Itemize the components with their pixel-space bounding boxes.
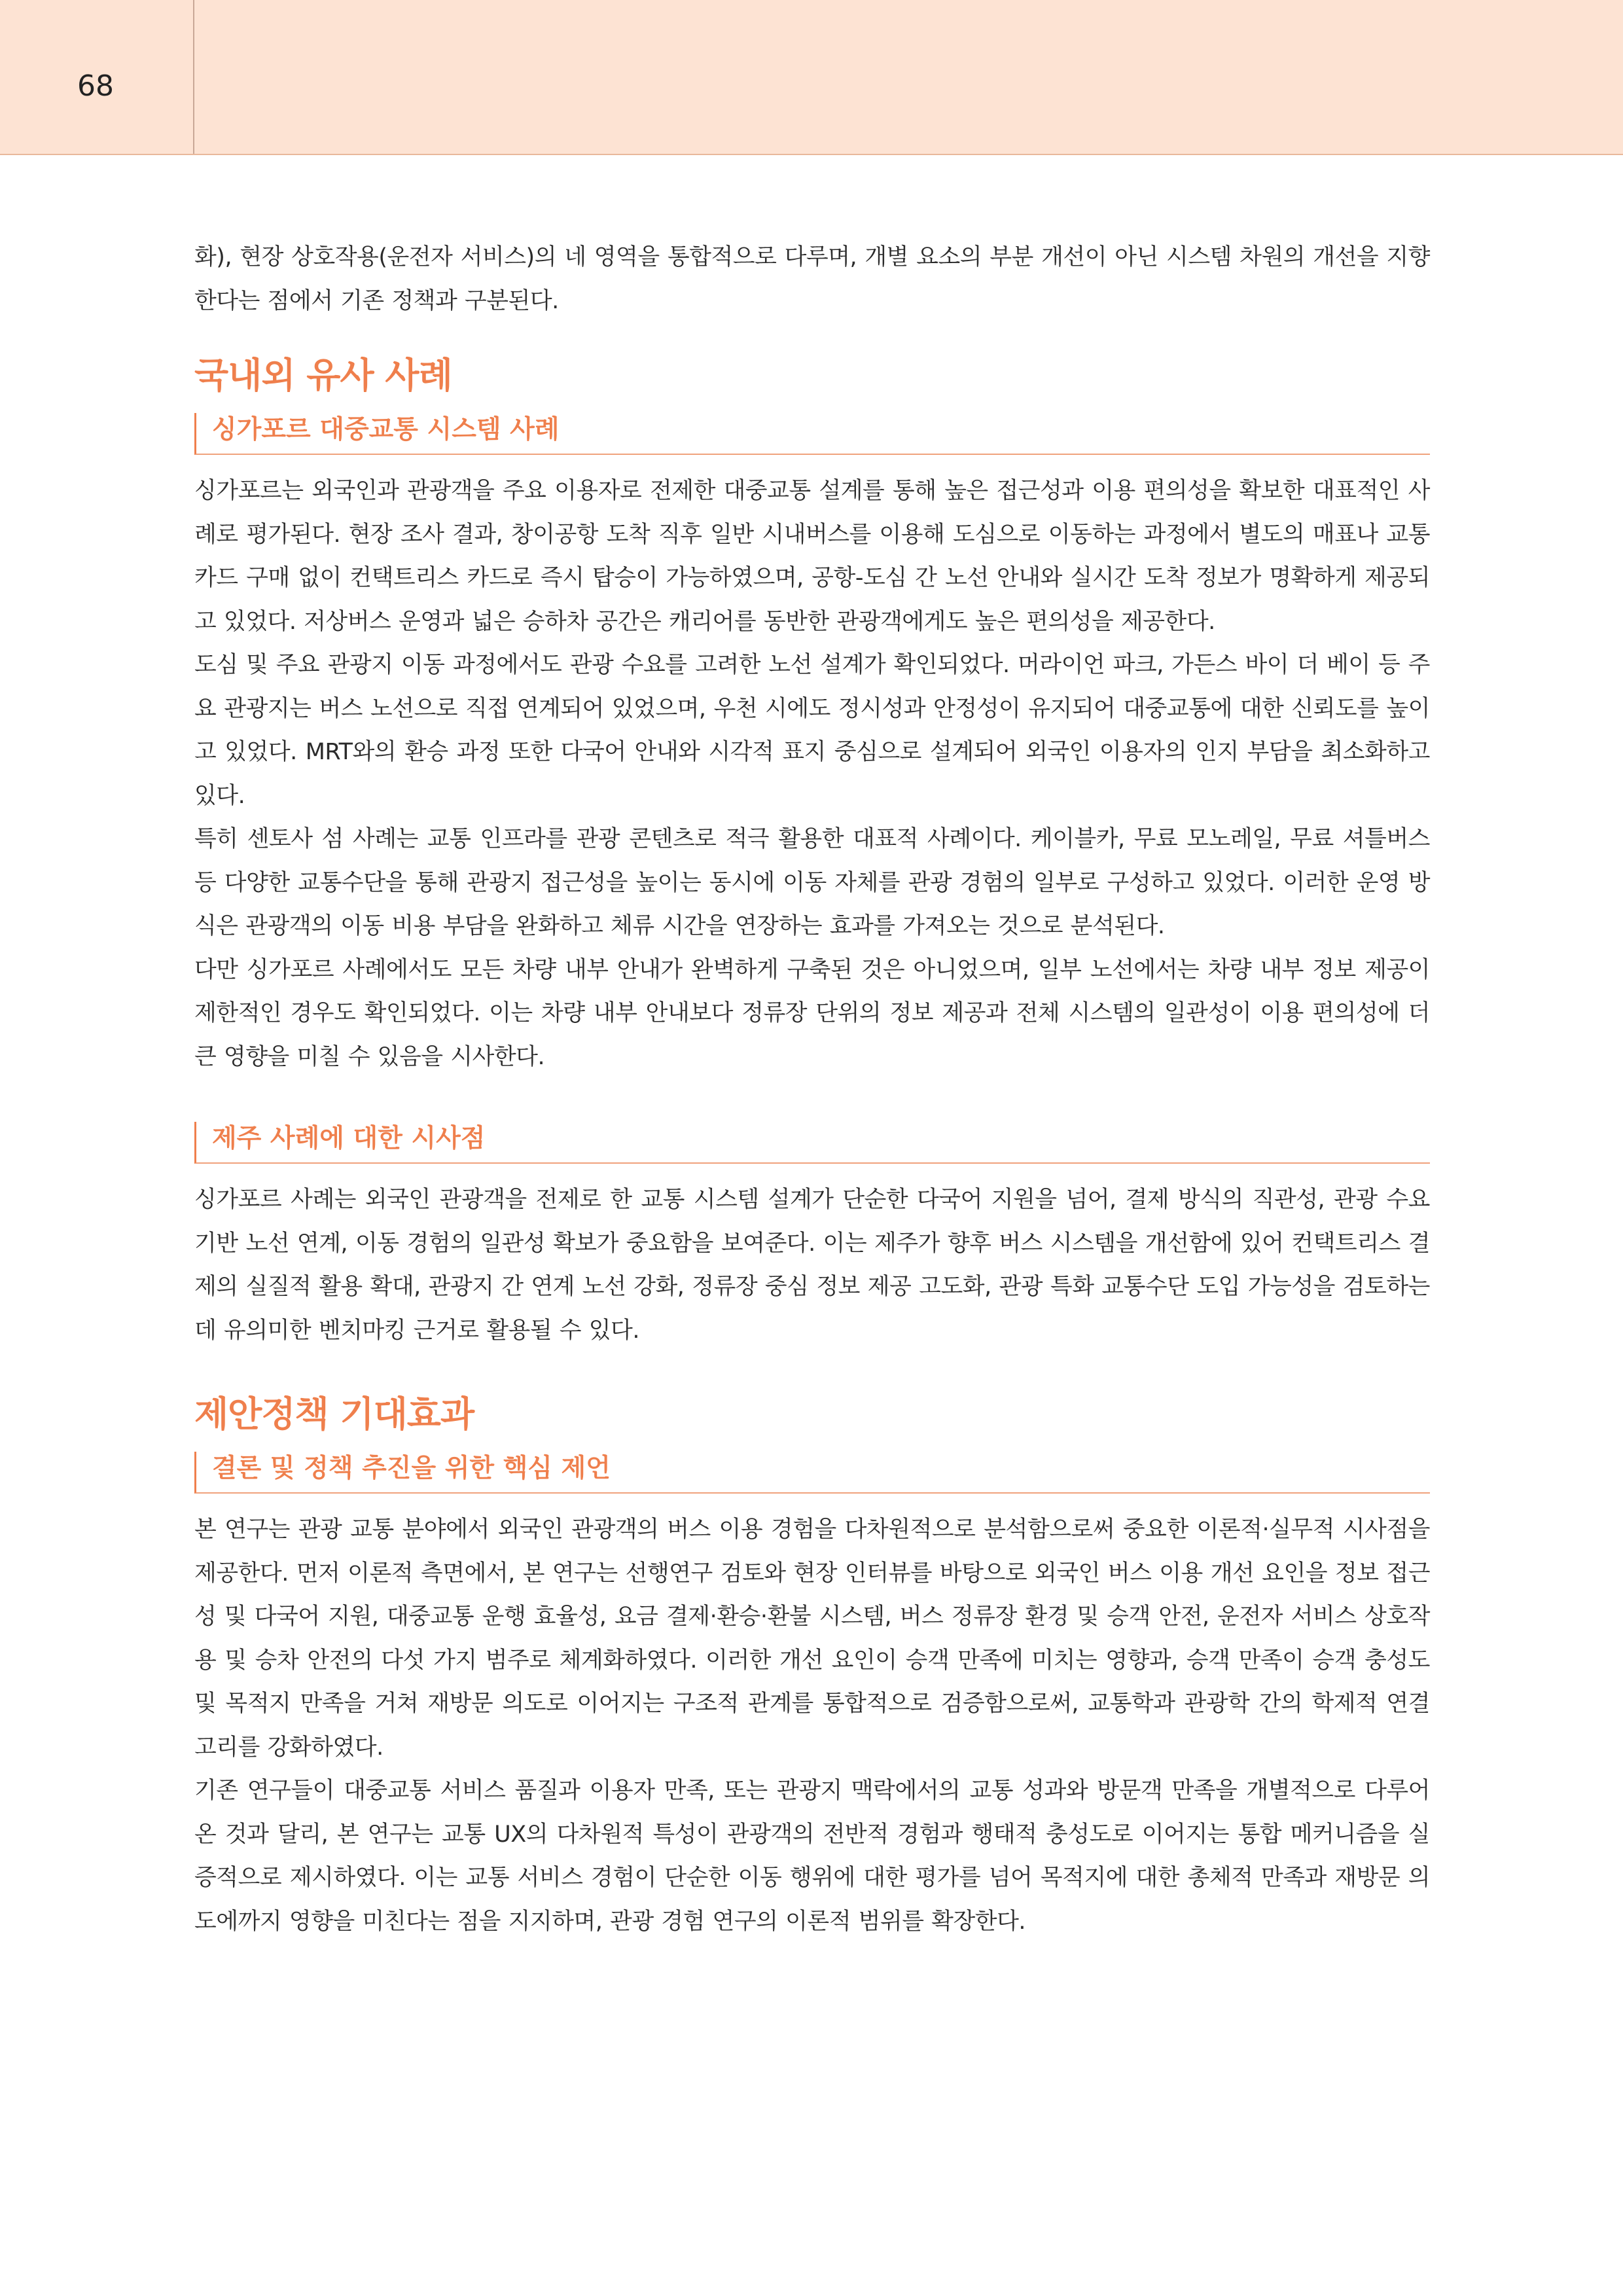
- subsection-title-jeju-implications: 제주 사례에 대한 시사점: [194, 1122, 1430, 1164]
- paragraph: 도심 및 주요 관광지 이동 과정에서도 관광 수요를 고려한 노선 설계가 확인되었다. 머라이언 파크, 가든스 바이 더 베이 등 주요 관광지는 버스 노선으로 직접 연계되어 있었으며, 우천 시에도 정시성과 안정성이 유지되어 대중교통에 대한 신뢰도를 높이고 있었다. MRT와의 환승 과정 또한 다국어 안내와 시각적 표지 중심으로 설계되어 외국인 이용자의 인지 부담을 최소화하고 있다.: [194, 652, 1430, 809]
- conclusion-paragraphs: [194, 1508, 1430, 1943]
- page-content: [194, 236, 1430, 1943]
- paragraph: 다만 싱가포르 사례에서도 모든 차량 내부 안내가 완벽하게 구축된 것은 아니었으며, 일부 노선에서는 차량 내부 정보 제공이 제한적인 경우도 확인되었다. 이는 차량 내부 안내보다 정류장 단위의 정보 제공과 전체 시스템의 일관성이 이용 편의성에 더 큰 영향을 미칠 수 있음을 시사한다.: [194, 956, 1430, 1070]
- paragraph: 기존 연구들이 대중교통 서비스 품질과 이용자 만족, 또는 관광지 맥락에서의 교통 성과와 방문객 만족을 개별적으로 다루어 온 것과 달리, 본 연구는 교통 UX의 다차원적 특성이 관광객의 전반적 경험과 행태적 충성도로 이어지는 통합 메커니즘을 실증적으로 제시하였다. 이는 교통 서비스 경험이 단순한 이동 행위에 대한 평가를 넘어 목적지에 대한 총체적 만족과 재방문 의도에까지 영향을 미친다는 점을 지지하며, 관광 경험 연구의 이론적 범위를 확장한다.: [194, 1778, 1430, 1935]
- subsection-title-singapore: 싱가포르 대중교통 시스템 사례: [194, 413, 1430, 455]
- section-title-domestic-foreign-cases: 국내외 유사 사례: [194, 355, 452, 396]
- page-number: 68: [77, 69, 114, 103]
- intro-paragraph: 화), 현장 상호작용(운전자 서비스)의 네 영역을 통합적으로 다루며, 개별 요소의 부분 개선이 아닌 시스템 차원의 개선을 지향한다는 점에서 기존 정책과 구분된다.: [194, 244, 1430, 314]
- paragraph: 싱가포르는 외국인과 관광객을 주요 이용자로 전제한 대중교통 설계를 통해 높은 접근성과 이용 편의성을 확보한 대표적인 사례로 평가된다. 현장 조사 결과, 창이공항 도착 직후 일반 시내버스를 이용해 도심으로 이동하는 과정에서 별도의 매표나 교통카드 구매 없이 컨택트리스 카드로 즉시 탑승이 가능하였으며, 공항-도심 간 노선 안내와 실시간 도착 정보가 명확하게 제공되고 있었다. 저상버스 운영과 넓은 승하차 공간은 캐리어를 동반한 관광객에게도 높은 편의성을 제공한다.: [194, 478, 1430, 635]
- jeju-paragraphs: [194, 1178, 1430, 1352]
- paragraph: 싱가포르 사례는 외국인 관광객을 전제로 한 교통 시스템 설계가 단순한 다국어 지원을 넘어, 결제 방식의 직관성, 관광 수요 기반 노선 연계, 이동 경험의 일관성 확보가 중요함을 보여준다. 이는 제주가 향후 버스 시스템을 개선함에 있어 컨택트리스 결제의 실질적 활용 확대, 관광지 간 연계 노선 강화, 정류장 중심 정보 제공 고도화, 관광 특화 교통수단 도입 가능성을 검토하는 데 유의미한 벤치마킹 근거로 활용될 수 있다.: [194, 1187, 1430, 1344]
- header-divider: [193, 0, 194, 154]
- section-title-expected-effects: 제안정책 기대효과: [194, 1393, 474, 1435]
- singapore-paragraphs: [194, 469, 1430, 1079]
- header-band: [0, 0, 1623, 155]
- subsection-title-conclusion: 결론 및 정책 추진을 위한 핵심 제언: [194, 1452, 1430, 1494]
- paragraph: 본 연구는 관광 교통 분야에서 외국인 관광객의 버스 이용 경험을 다차원적으로 분석함으로써 중요한 이론적·실무적 시사점을 제공한다. 먼저 이론적 측면에서, 본 연구는 선행연구 검토와 현장 인터뷰를 바탕으로 외국인 버스 이용 개선 요인을 정보 접근성 및 다국어 지원, 대중교통 운행 효율성, 요금 결제·환승·환불 시스템, 버스 정류장 환경 및 승객 안전, 운전자 서비스 상호작용 및 승차 안전의 다섯 가지 범주로 체계화하였다. 이러한 개선 요인이 승객 만족에 미치는 영향과, 승객 만족이 승객 충성도 및 목적지 만족을 거쳐 재방문 의도로 이어지는 구조적 관계를 통합적으로 검증함으로써, 교통학과 관광학 간의 학제적 연결 고리를 강화하였다.: [194, 1516, 1430, 1761]
- paragraph: 특히 센토사 섬 사례는 교통 인프라를 관광 콘텐츠로 적극 활용한 대표적 사례이다. 케이블카, 무료 모노레일, 무료 셔틀버스 등 다양한 교통수단을 통해 관광지 접근성을 높이는 동시에 이동 자체를 관광 경험의 일부로 구성하고 있었다. 이러한 운영 방식은 관광객의 이동 비용 부담을 완화하고 체류 시간을 연장하는 효과를 가져오는 것으로 분석된다.: [194, 826, 1430, 939]
